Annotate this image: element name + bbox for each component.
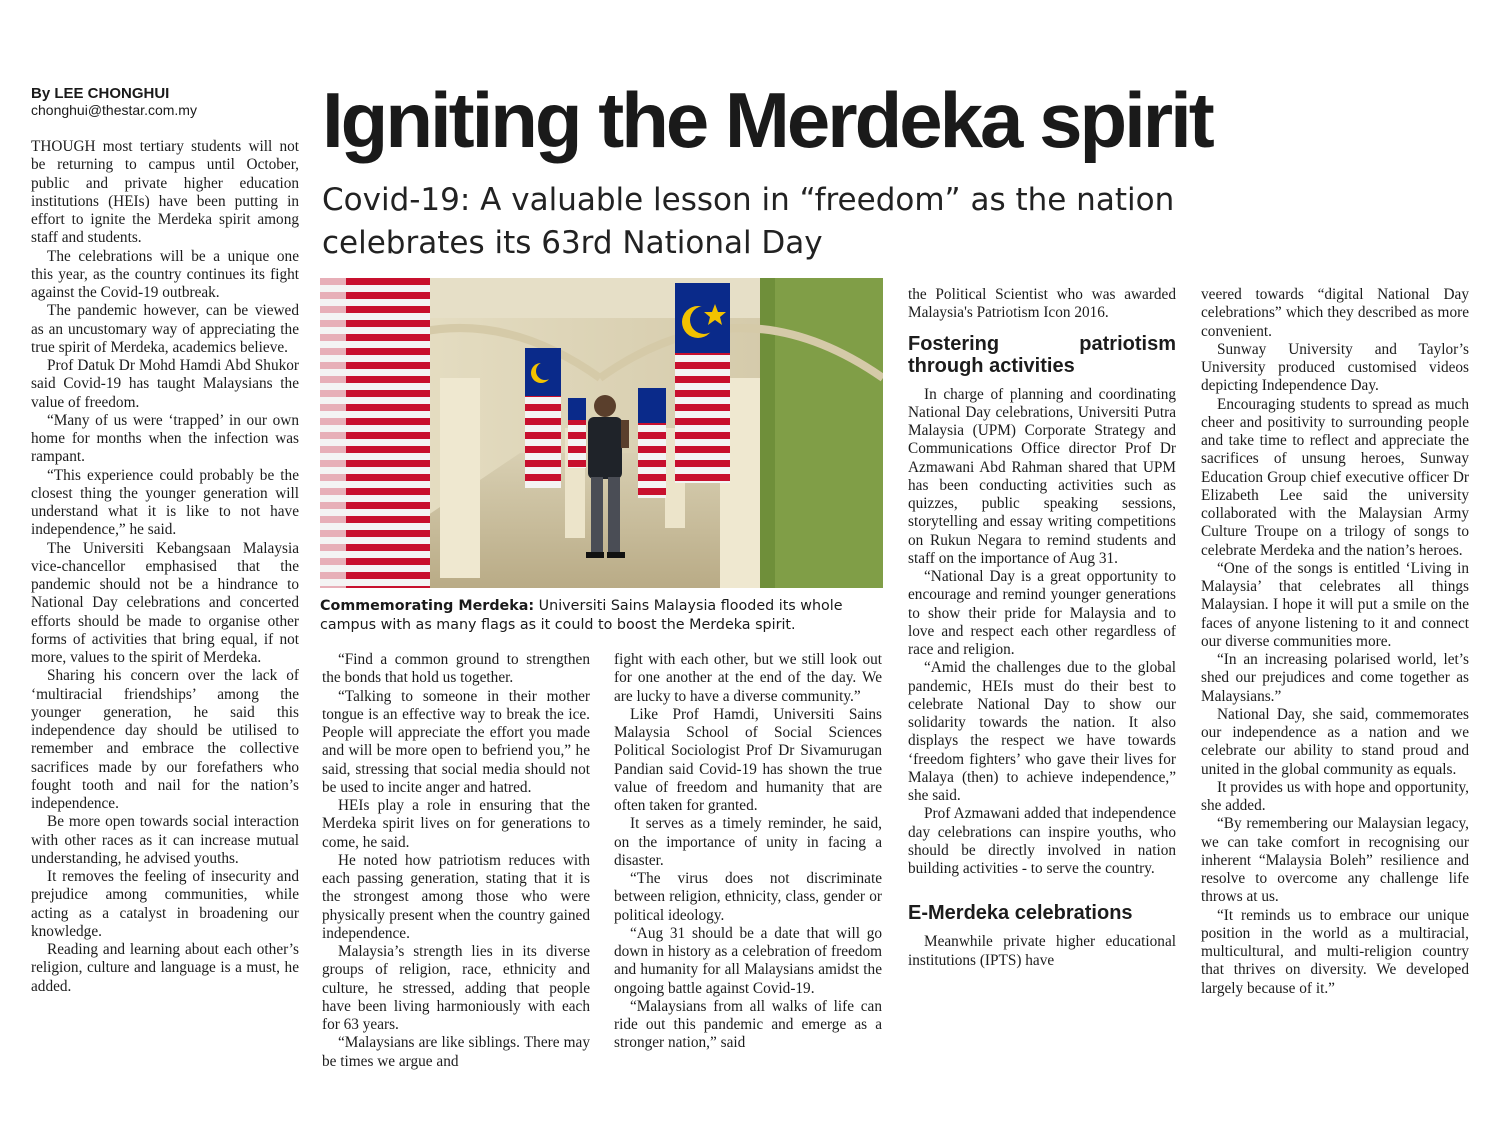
paragraph: “Malaysians from all walks of life can ride out this pandemic and emerge as a stronger nation,” said bbox=[614, 997, 882, 1052]
caption-text: Universiti Sains Malaysia flooded its whole campus with as many flags as it could to boost the Merdeka spirit. bbox=[320, 598, 843, 633]
paragraph: “Amid the challenges due to the global pandemic, HEIs must do their best to celebrate National Day to show our solidarity towards the nation. It also displays the respect we have towards ‘freedom fighters’ who gave their lives for Malaya (then) to achieve independence,” she said. bbox=[908, 659, 1176, 804]
paragraph: “Talking to someone in their mother tongue is an effective way to break the ice. People will appreciate the effort you made and will be more open to befriend you,” he said, stressing that social media should not be used to incite anger and hatred. bbox=[322, 687, 590, 796]
paragraph: It provides us with hope and opportunity, she added. bbox=[1201, 778, 1469, 814]
subhead-fostering-patriotism: Fostering patriotism through activities bbox=[908, 332, 1176, 377]
paragraph: Prof Datuk Dr Mohd Hamdi Abd Shukor said Covid-19 has taught Malaysians the value of freedom. bbox=[31, 357, 299, 411]
photo-illustration bbox=[320, 278, 883, 588]
paragraph: The Universiti Kebangsaan Malaysia vice-chancellor emphasised that the pandemic should not be a hindrance to National Day celebrations and concerted efforts should be made to organise other forms of activities that bring equal, if not more, values to the spirit of Merdeka. bbox=[31, 539, 299, 666]
paragraph: “National Day is a great opportunity to encourage and remind younger generations to show their pride for Malaysia and to love and respect each other regardless of race and religion. bbox=[908, 568, 1176, 658]
paragraph: “By remembering our Malaysian legacy, we can take comfort in recognising our inherent “Malaysia Boleh” resilience and resolve to overcome any challenge life throws at us. bbox=[1201, 815, 1469, 906]
paragraph: Be more open towards social interaction with other races as it can increase mutual understanding, he advised youths. bbox=[31, 813, 299, 867]
paragraph: the Political Scientist who was awarded Malaysia's Patriotism Icon 2016. bbox=[908, 286, 1176, 322]
paragraph: “Aug 31 should be a date that will go down in history as a celebration of freedom and humanity for all Malaysians amidst the ongoing battle against Covid-19. bbox=[614, 924, 882, 997]
paragraph: Prof Azmawani added that independence day celebrations can inspire youths, who should be directly involved in nation building activities - to serve the country. bbox=[908, 805, 1176, 877]
paragraph: It removes the feeling of insecurity and prejudice among communities, while acting as a catalyst in broadening our knowledge. bbox=[31, 868, 299, 940]
paragraph: “It reminds us to embrace our unique position in the world as a multiracial, multicultural, and multi-religion country that thrives on diversity. We developed largely because of it.” bbox=[1201, 906, 1469, 997]
paragraph: He noted how patriotism reduces with each passing generation, stating that it is the strongest among those who were physically present when the country gained independence. bbox=[322, 851, 590, 942]
paragraph: “This experience could probably be the closest thing the younger generation will understand what it is like to not have independence,” he said. bbox=[31, 466, 299, 539]
paragraph: HEIs play a role in ensuring that the Merdeka spirit lives on for generations to come, he said. bbox=[322, 797, 590, 851]
byline-name: By LEE CHONGHUI bbox=[31, 85, 170, 102]
paragraph: Reading and learning about each other’s religion, culture and language is a must, he added. bbox=[31, 941, 299, 995]
paragraph: “In an increasing polarised world, let’s shed our prejudices and come together as Malaysians.” bbox=[1201, 651, 1469, 705]
article-column-3 bbox=[614, 651, 882, 1053]
byline-email: chonghui@thestar.com.my bbox=[31, 102, 197, 118]
paragraph: veered towards “digital National Day celebrations” which they described as more convenient. bbox=[1201, 286, 1469, 340]
article-column-5 bbox=[1201, 286, 1469, 998]
paragraph: In charge of planning and coordinating National Day celebrations, Universiti Putra Malaysia (UPM) Corporate Strategy and Communications Office director Prof Dr Azmawani Abd Rahman shared that UPM has been conducting activities such as quizzes, public speaking sessions, storytelling and essay writing competitions on Rukun Negara to remind students and staff on the importance of Aug 31. bbox=[908, 385, 1176, 567]
paragraph: “Malaysians are like siblings. There may be times we argue and bbox=[322, 1034, 590, 1070]
paragraph: National Day, she said, commemorates our independence as a nation and we celebrate our ability to stand proud and united in the global community as equals. bbox=[1201, 705, 1469, 778]
paragraph: Malaysia’s strength lies in its diverse groups of religion, race, ethnicity and culture, he stressed, adding that people have been living harmoniously with each for 63 years. bbox=[322, 943, 590, 1033]
paragraph: Encouraging students to spread as much cheer and positivity to surrounding people and take time to reflect and appreciate the sacrifices of unsung heroes, Sunway Education Group chief executive officer Dr Elizabeth Lee said the university collaborated with the Malaysian Army Culture Troupe on a trilogy of songs to celebrate Merdeka and the nation’s heroes. bbox=[1201, 395, 1469, 559]
paragraph: Sunway University and Taylor’s University produced customised videos depicting Independence Day. bbox=[1201, 340, 1469, 395]
paragraph: “One of the songs is entitled ‘Living in Malaysia’ that celebrates all things Malaysian. I hope it will put a smile on the faces of anyone listening to it and connect our diverse communities more. bbox=[1201, 559, 1469, 650]
deck: Covid-19: A valuable lesson in “freedom” as the nation celebrates its 63rd National Day bbox=[322, 182, 1175, 261]
paragraph: The celebrations will be a unique one this year, as the country continues its fight against the Covid-19 outbreak. bbox=[31, 247, 299, 301]
paragraph: It serves as a timely reminder, he said, on the importance of unity in facing a disaster. bbox=[614, 815, 882, 869]
paragraph: Like Prof Hamdi, Universiti Sains Malaysia School of Social Sciences Political Sociologist Prof Dr Sivamurugan Pandian said Covid-19 has shown the true value of freedom and humanity that are often taken for granted. bbox=[614, 705, 882, 814]
paragraph: “Many of us were ‘trapped’ in our own home for months when the infection was rampant. bbox=[31, 411, 299, 466]
article-column-1 bbox=[31, 138, 299, 996]
article-column-2 bbox=[322, 651, 590, 1071]
paragraph: THOUGH most tertiary students will not be returning to campus until October, public and private higher education institutions (HEIs) have been putting in effort to ignite the Merdeka spirit among staff and students. bbox=[31, 138, 299, 247]
paragraph: “Find a common ground to strengthen the bonds that hold us together. bbox=[322, 651, 590, 687]
paragraph: fight with each other, but we still look out for one another at the end of the day. We are lucky to have a diverse community.” bbox=[614, 651, 882, 705]
headline: Igniting the Merdeka spirit bbox=[322, 76, 1212, 164]
subhead-e-merdeka: E-Merdeka celebrations bbox=[908, 902, 1133, 925]
photo-caption bbox=[320, 597, 885, 635]
paragraph: “The virus does not discriminate between religion, ethnicity, class, gender or political ideology. bbox=[614, 870, 882, 924]
paragraph: The pandemic however, can be viewed as an uncustomary way of appreciating the true spirit of Merdeka, academics believe. bbox=[31, 302, 299, 356]
caption-label: Commemorating Merdeka: bbox=[320, 598, 535, 614]
photo bbox=[320, 278, 883, 588]
paragraph: Sharing his concern over the lack of ‘multiracial friendships’ among the younger generation, he said this independence day should be utilised to remember and embrace the collective sacrifices made by our forefathers who fought tooth and nail for the nation’s independence. bbox=[31, 667, 299, 812]
article-column-4 bbox=[908, 286, 1176, 970]
paragraph: Meanwhile private higher educational institutions (IPTS) have bbox=[908, 933, 1176, 969]
byline bbox=[31, 85, 197, 118]
